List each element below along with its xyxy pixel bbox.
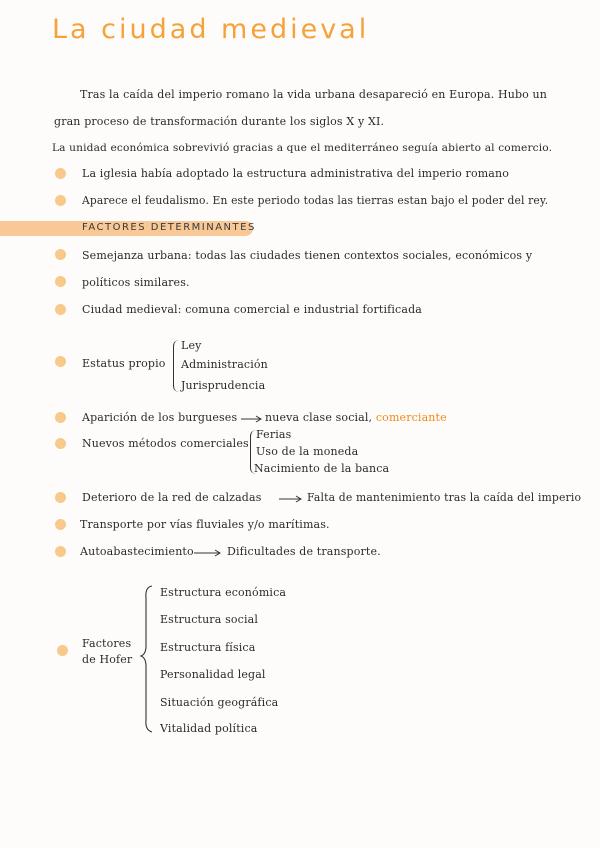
aparicion-result-text: nueva clase social, [265, 411, 373, 424]
transporte: Transporte por vías fluviales y/o marítimas. [80, 518, 330, 531]
bullet-dot [55, 195, 66, 206]
hofer-item: Personalidad legal [160, 668, 266, 681]
bullet-dot [55, 492, 66, 503]
autoabast-result: Dificultades de transporte. [227, 545, 381, 558]
deterioro-label: Deterioro de la red de calzadas [82, 491, 262, 504]
bullet-dot [55, 412, 66, 423]
semejanza-line-2: políticos similares. [82, 276, 190, 289]
estatus-item: Administración [181, 358, 268, 371]
semejanza-line-1: Semejanza urbana: todas las ciudades tienen contextos sociales, económicos y [82, 249, 533, 262]
hofer-item: Estructura social [160, 613, 258, 626]
aparicion-result [265, 411, 447, 424]
bullet-dot [55, 276, 66, 287]
aparicion-label: Aparición de los burgueses [82, 411, 238, 424]
estatus-brace [173, 340, 180, 392]
intro-line-3: La unidad económica sobrevivió gracias a que el mediterráneo seguía abierto al comercio. [52, 142, 553, 154]
arrow-icon [193, 548, 223, 558]
bullet-dot [55, 546, 66, 557]
hofer-item: Estructura económica [160, 586, 287, 599]
hofer-label-1: Factores [82, 637, 132, 650]
bullet-dot [57, 645, 68, 656]
metodos-item: Ferias [256, 428, 292, 441]
bullet-dot [55, 438, 66, 449]
autoabast-label: Autoabastecimiento [80, 545, 194, 558]
intro-line-1: Tras la caída del imperio romano la vida urbana desapareció en Europa. Hubo un [80, 88, 548, 101]
section-heading: FACTORES DETERMINANTES [82, 222, 256, 233]
metodos-label: Nuevos métodos comerciales [82, 437, 249, 450]
bullet-dot [55, 249, 66, 260]
aparicion-highlight: comerciante [375, 411, 447, 424]
arrow-icon [240, 414, 264, 424]
metodos-item: Uso de la moneda [256, 445, 359, 458]
estatus-item: Ley [181, 339, 202, 352]
bullet-feudalismo: Aparece el feudalismo. En este periodo todas las tierras estan bajo el poder del rey. [82, 194, 549, 207]
estatus-item: Jurisprudencia [181, 379, 266, 392]
bullet-dot [55, 519, 66, 530]
page-title: La ciudad medieval [52, 14, 370, 45]
hofer-item: Estructura física [160, 641, 256, 654]
metodos-item: Nacimiento de la banca [254, 462, 390, 475]
hofer-brace [140, 584, 156, 734]
hofer-item: Vitalidad política [160, 722, 258, 735]
intro-line-2: gran proceso de transformación durante los siglos X y XI. [54, 115, 385, 128]
hofer-item: Situación geográfica [160, 696, 279, 709]
deterioro-result: Falta de mantenimiento tras la caída del imperio [307, 491, 582, 504]
bullet-iglesia: La iglesia había adoptado la estructura administrativa del imperio romano [82, 167, 510, 180]
bullet-dot [55, 304, 66, 315]
arrow-icon [278, 494, 304, 504]
hofer-label-2: de Hofer [82, 653, 133, 666]
ciudad-medieval: Ciudad medieval: comuna comercial e industrial fortificada [82, 303, 422, 316]
bullet-dot [55, 356, 66, 367]
estatus-label: Estatus propio [82, 357, 166, 370]
bullet-dot [55, 168, 66, 179]
